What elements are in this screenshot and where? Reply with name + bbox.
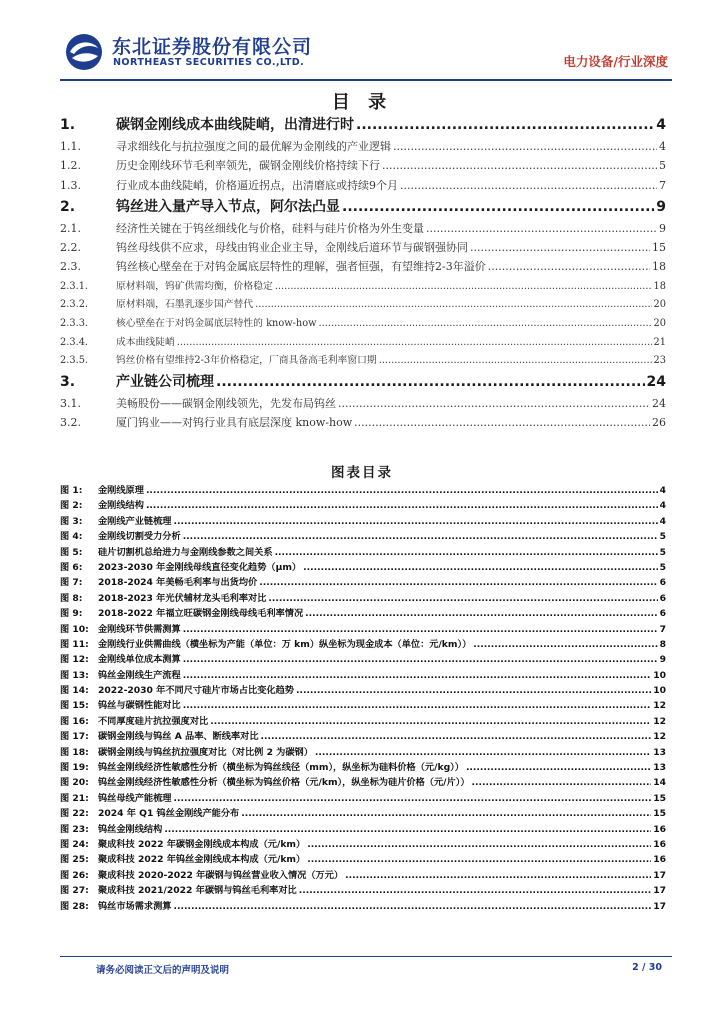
figure-entry[interactable] <box>60 805 666 820</box>
entry-number: 图 7: <box>60 577 83 589</box>
entry-number: 图 5: <box>60 546 83 558</box>
figure-entry[interactable] <box>60 697 666 712</box>
leader-dots <box>261 731 652 742</box>
leader-dots <box>183 654 658 665</box>
entry-label: 金刚线行业供需曲线（横坐标为产能（单位：万 km）纵坐标为现金成本（单位：元/km）） <box>98 638 472 650</box>
figure-entry[interactable] <box>60 836 666 851</box>
page-number: 2 / 30 <box>632 962 662 973</box>
entry-label: 钨丝价格有望维持2-3年价格稳定，厂商具备高毛利率窗口期 <box>116 355 377 367</box>
entry-page: 4 <box>659 500 666 512</box>
entry-page: 15 <box>652 241 666 255</box>
toc-entry[interactable] <box>60 177 666 196</box>
entry-page: 15 <box>653 808 666 820</box>
entry-number: 图 14: <box>60 685 89 697</box>
entry-label: 钨丝核心壁垒在于对钨金属底层特性的理解，强者恒强，有望维持2-3年溢价 <box>116 260 486 274</box>
leader-dots <box>174 793 652 804</box>
leader-dots <box>382 159 657 172</box>
entry-page: 17 <box>653 869 666 881</box>
entry-page: 8 <box>659 638 666 650</box>
company-logo-icon <box>62 32 106 72</box>
leader-dots <box>275 281 652 292</box>
figures-title: 图表目录 <box>331 465 393 481</box>
figure-entry[interactable] <box>60 821 666 836</box>
figure-entry[interactable] <box>60 667 666 682</box>
entry-label: 聚成科技 2020-2022 年碳钢与钨丝营业收入情况（万元） <box>98 869 344 881</box>
leader-dots <box>356 117 654 133</box>
figure-entry[interactable] <box>60 728 666 743</box>
leader-dots <box>174 901 652 912</box>
entry-number: 图 1: <box>60 485 83 496</box>
entry-number: 图 3: <box>60 515 83 527</box>
figure-entry[interactable] <box>60 621 666 636</box>
entry-number: 1. <box>60 117 76 133</box>
entry-label: 金刚线结构 <box>98 500 144 512</box>
figure-entry[interactable] <box>60 882 666 897</box>
entry-label: 碳钢金刚线与钨丝 A 品率、断线率对比 <box>98 731 259 743</box>
entry-page: 7 <box>659 623 666 635</box>
figure-entry[interactable] <box>60 898 666 913</box>
entry-number: 2. <box>60 198 76 215</box>
toc-entry[interactable] <box>60 371 666 395</box>
entry-label: 金刚线切割受力分析 <box>98 531 181 543</box>
entry-page: 10 <box>653 685 666 697</box>
leader-dots <box>183 624 658 635</box>
leader-dots <box>319 318 652 329</box>
entry-number: 图 25: <box>60 854 89 866</box>
footer-divider <box>60 956 672 957</box>
entry-page: 6 <box>659 608 666 620</box>
figure-entry[interactable] <box>60 867 666 882</box>
entry-label: 2018-2022 年福立旺碳钢金刚线母线毛利率情况 <box>98 608 304 620</box>
leader-dots <box>146 500 658 511</box>
figure-entry[interactable] <box>60 759 666 774</box>
entry-label: 金刚线产业链梳理 <box>98 515 172 527</box>
entry-label: 2022-2030 年不同尺寸硅片市场占比变化趋势 <box>98 685 294 697</box>
toc-entry[interactable] <box>60 138 666 157</box>
toc-entry[interactable] <box>60 258 666 277</box>
entry-label: 聚成科技 2021/2022 年碳钢与钨丝毛利率对比 <box>98 885 297 897</box>
entry-label: 钨丝金刚线生产流程 <box>98 669 181 681</box>
leader-dots <box>305 608 657 619</box>
entry-page: 24 <box>652 396 666 410</box>
figure-entry[interactable] <box>60 790 666 805</box>
entry-page: 9 <box>659 221 666 235</box>
entry-number: 1.1. <box>60 140 81 153</box>
entry-label: 美畅股份——碳钢金刚线领先，先发布局钨丝 <box>116 396 336 410</box>
entry-number: 图 13: <box>60 669 89 681</box>
entry-label: 原材料端，石墨乳逐步国产替代 <box>116 299 254 311</box>
entry-page: 23 <box>653 355 666 367</box>
entry-page: 5 <box>659 531 666 543</box>
toc-entry[interactable] <box>60 352 666 371</box>
figure-entry[interactable] <box>60 651 666 666</box>
entry-page: 12 <box>653 700 666 712</box>
leader-dots <box>183 700 652 711</box>
leader-dots <box>307 854 651 865</box>
leader-dots <box>473 639 657 650</box>
entry-page: 20 <box>653 317 666 329</box>
entry-number: 2.3.2. <box>60 299 89 311</box>
entry-number: 图 23: <box>60 823 89 835</box>
entry-number: 图 8: <box>60 592 83 604</box>
entry-label: 硅片切割机总给进力与金刚线参数之间关系 <box>98 546 273 558</box>
figure-entry[interactable] <box>60 682 666 697</box>
toc-entry[interactable] <box>60 315 666 334</box>
leader-dots <box>183 531 658 542</box>
leader-dots <box>210 716 651 727</box>
leader-dots <box>268 593 657 604</box>
figure-entry[interactable] <box>60 774 666 789</box>
leader-dots <box>303 562 657 573</box>
list-of-figures <box>60 482 666 913</box>
entry-page: 16 <box>653 838 666 850</box>
toc-entry[interactable] <box>60 296 666 315</box>
entry-label: 2018-2024 年美畅毛利率与出货均价 <box>98 577 258 589</box>
entry-number: 图 17: <box>60 731 89 743</box>
figure-entry[interactable] <box>60 636 666 651</box>
toc-entry[interactable] <box>60 196 666 220</box>
entry-number: 图 16: <box>60 715 89 727</box>
entry-page: 24 <box>646 373 666 390</box>
leader-dots <box>183 670 652 681</box>
leader-dots <box>345 870 651 881</box>
company-name-en: NORTHEAST SECURITIES CO.,LTD. <box>113 57 305 68</box>
toc-entry[interactable] <box>60 395 666 414</box>
entry-page: 12 <box>653 731 666 743</box>
entry-number: 图 6: <box>60 561 83 573</box>
entry-page: 13 <box>653 762 666 774</box>
figure-entry[interactable] <box>60 605 666 620</box>
entry-label: 2024 年 Q1 钨丝金刚线产能分布 <box>98 808 240 820</box>
entry-number: 2.3.3. <box>60 317 89 329</box>
entry-page: 5 <box>659 546 666 558</box>
figure-entry[interactable] <box>60 590 666 605</box>
entry-label: 历史金刚线环节毛利率领先，碳钢金刚线价格持续下行 <box>116 159 380 173</box>
page-header <box>60 30 670 78</box>
entry-number: 图 28: <box>60 900 89 912</box>
entry-label: 原材料端，钨矿供需均衡，价格稳定 <box>116 280 273 292</box>
leader-dots <box>342 199 654 215</box>
entry-page: 12 <box>653 715 666 727</box>
leader-dots <box>472 777 652 788</box>
entry-number: 3.1. <box>60 396 81 410</box>
entry-label: 金刚线原理 <box>98 485 144 496</box>
leader-dots <box>307 839 651 850</box>
entry-page: 10 <box>653 669 666 681</box>
entry-number: 图 10: <box>60 623 89 635</box>
entry-number: 图 9: <box>60 608 83 620</box>
entry-page: 14 <box>653 777 666 789</box>
figure-entry[interactable] <box>60 528 666 543</box>
entry-number: 2.3.5. <box>60 355 89 367</box>
figure-entry[interactable] <box>60 574 666 589</box>
toc-entry[interactable] <box>60 157 666 176</box>
leader-dots <box>174 516 658 527</box>
entry-number: 图 18: <box>60 746 89 758</box>
toc-entry[interactable] <box>60 114 666 138</box>
toc-entry[interactable] <box>60 278 666 297</box>
entry-label: 经济性关键在于钨丝细线化与价格，硅料与硅片价格为外生变量 <box>116 221 424 235</box>
figure-entry[interactable] <box>60 559 666 574</box>
leader-dots <box>379 355 652 366</box>
entry-page: 7 <box>659 178 666 192</box>
figure-entry[interactable] <box>60 713 666 728</box>
leader-dots <box>296 685 651 696</box>
leader-dots <box>146 485 658 496</box>
leader-dots <box>241 808 651 819</box>
entry-number: 3. <box>60 373 76 390</box>
entry-label: 2023-2030 年金刚线母线直径变化趋势（μm） <box>98 561 302 573</box>
leader-dots <box>216 374 645 390</box>
figure-entry[interactable] <box>60 513 666 528</box>
entry-label: 金刚线单位成本测算 <box>98 654 181 666</box>
toc-entry[interactable] <box>60 220 666 239</box>
entry-number: 2.3. <box>60 260 81 274</box>
entry-label: 钨丝金刚线经济性敏感性分析（横坐标为钨丝线径（mm），纵坐标为硅料价格（元/kg）） <box>98 762 464 774</box>
entry-page: 18 <box>653 280 666 292</box>
entry-number: 图 11: <box>60 638 89 650</box>
entry-label: 行业成本曲线陡峭，价格逼近拐点，出清磨底或持续9个月 <box>116 178 398 192</box>
entry-label: 聚成科技 2022 年钨丝金刚线成本构成（元/km） <box>98 854 306 866</box>
figure-entry[interactable] <box>60 851 666 866</box>
entry-number: 图 15: <box>60 700 89 712</box>
entry-page: 18 <box>652 260 666 274</box>
toc-title: 目 录 <box>331 92 393 113</box>
entry-page: 6 <box>659 592 666 604</box>
entry-label: 成本曲线陡峭 <box>116 336 175 348</box>
figure-entry[interactable] <box>60 544 666 559</box>
figure-entry[interactable] <box>60 744 666 759</box>
entry-label: 钨丝进入量产导入节点，阿尔法凸显 <box>116 198 340 215</box>
leader-dots <box>315 747 651 758</box>
entry-label: 厦门钨业——对钨行业具有底层深度 know-how <box>116 416 353 430</box>
entry-number: 2.3.1. <box>60 280 89 292</box>
entry-number: 2.1. <box>60 221 81 235</box>
entry-label: 钨丝母线产能梳理 <box>98 792 172 804</box>
entry-label: 不同厚度硅片抗拉强度对比 <box>98 715 209 727</box>
entry-page: 26 <box>652 416 666 430</box>
entry-page: 15 <box>653 792 666 804</box>
table-of-contents <box>60 114 666 433</box>
report-category: 电力设备/行业深度 <box>563 54 668 69</box>
leader-dots <box>299 885 651 896</box>
entry-label: 金刚线环节供需测算 <box>98 623 181 635</box>
company-name-cn: 东北证券股份有限公司 <box>112 36 313 58</box>
entry-page: 5 <box>659 561 666 573</box>
disclaimer-note: 请务必阅读正文后的声明及说明 <box>96 965 230 976</box>
entry-label: 钨丝金刚线结构 <box>98 823 163 835</box>
entry-page: 16 <box>653 823 666 835</box>
toc-entry[interactable] <box>60 334 666 353</box>
entry-number: 2.3.4. <box>60 336 89 348</box>
entry-label: 聚成科技 2022 年碳钢金刚线成本构成（元/km） <box>98 838 306 850</box>
header-divider <box>60 79 672 81</box>
entry-number: 图 24: <box>60 838 89 850</box>
entry-label: 钨丝金刚线经济性敏感性分析（横坐标为钨丝价格（元/km），纵坐标为硅片价格（元/片）） <box>98 777 470 789</box>
entry-page: 4 <box>659 485 666 496</box>
entry-number: 图 12: <box>60 654 89 666</box>
toc-entry[interactable] <box>60 239 666 258</box>
entry-label: 钨丝与碳钢性能对比 <box>98 700 181 712</box>
entry-number: 3.2. <box>60 416 81 430</box>
entry-number: 图 27: <box>60 885 89 897</box>
entry-number: 图 21: <box>60 792 89 804</box>
entry-number: 1.3. <box>60 178 81 192</box>
leader-dots <box>338 397 650 410</box>
entry-page: 5 <box>659 159 666 173</box>
entry-page: 4 <box>656 117 666 133</box>
entry-number: 图 19: <box>60 762 89 774</box>
leader-dots <box>470 241 650 254</box>
leader-dots <box>259 577 657 588</box>
entry-page: 9 <box>659 654 666 666</box>
entry-number: 图 2: <box>60 500 83 512</box>
leader-dots <box>400 179 657 192</box>
entry-page: 6 <box>659 577 666 589</box>
entry-page: 17 <box>653 900 666 912</box>
entry-number: 图 4: <box>60 531 83 543</box>
entry-label: 碳钢金刚线与钨丝抗拉强度对比（对比例 2 为碳钢） <box>98 746 313 758</box>
entry-page: 4 <box>659 515 666 527</box>
entry-page: 13 <box>653 746 666 758</box>
leader-dots <box>488 260 650 273</box>
entry-number: 图 26: <box>60 869 89 881</box>
leader-dots <box>426 222 657 235</box>
entry-page: 16 <box>653 854 666 866</box>
entry-number: 1.2. <box>60 159 81 173</box>
entry-number: 图 20: <box>60 777 89 789</box>
leader-dots <box>275 547 658 558</box>
entry-label: 寻求细线化与抗拉强度之间的最优解为金刚线的产业逻辑 <box>116 140 391 153</box>
entry-page: 4 <box>659 140 666 153</box>
entry-label: 钨丝母线供不应求，母线由钨业企业主导，金刚线后道环节与碳钢强协同 <box>116 241 468 255</box>
toc-entry[interactable] <box>60 414 666 433</box>
entry-page: 17 <box>653 885 666 897</box>
entry-label: 产业链公司梳理 <box>116 373 214 390</box>
entry-page: 20 <box>653 299 666 311</box>
entry-number: 图 22: <box>60 808 89 820</box>
leader-dots <box>255 299 651 310</box>
figure-entry[interactable] <box>60 482 666 497</box>
entry-label: 钨丝市场需求测算 <box>98 900 172 912</box>
leader-dots <box>164 824 651 835</box>
leader-dots <box>354 416 650 429</box>
entry-label: 碳钢金刚线成本曲线陡峭，出清进行时 <box>116 117 354 133</box>
figure-entry[interactable] <box>60 497 666 512</box>
leader-dots <box>177 337 652 348</box>
entry-page: 21 <box>653 336 666 348</box>
entry-label: 2018-2023 年光伏辅材龙头毛利率对比 <box>98 592 267 604</box>
entry-page: 9 <box>656 198 666 215</box>
leader-dots <box>466 762 651 773</box>
entry-label: 核心壁垒在于对钨金属底层特性的 know-how <box>116 317 317 329</box>
leader-dots <box>393 140 657 153</box>
entry-number: 2.2. <box>60 241 81 255</box>
